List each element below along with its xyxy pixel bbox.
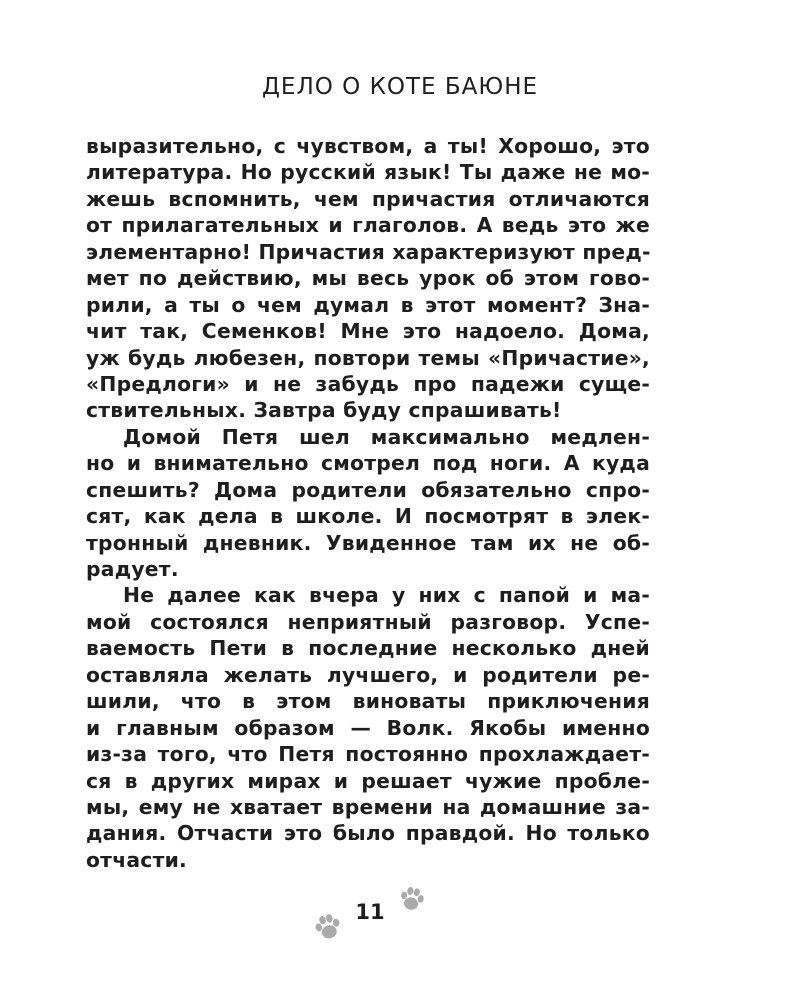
text-line: чит так, Семенков! Мне это надоело. Дома, bbox=[86, 319, 650, 344]
text-line: элементарно! Причастия характеризуют пред- bbox=[86, 239, 651, 264]
text-line: от прилагательных и глаголов. А ведь это же bbox=[86, 213, 650, 238]
text-line: ваемость Пети в последние несколько дней bbox=[86, 636, 650, 661]
text-line: из-за того, что Петя постоянно прохлаждает- bbox=[86, 742, 650, 767]
text-line: ся в других мирах и решает чужие пробле- bbox=[86, 768, 650, 793]
text-line: рили, а ты о чем думал в этот момент? Зна- bbox=[86, 292, 650, 317]
text-line: сят, как дела в школе. И посмотрят в элек- bbox=[86, 504, 650, 529]
text-line: дания. Отчасти это было правдой. Но только bbox=[86, 821, 650, 846]
text-line: ствительных. Завтра буду спрашивать! bbox=[86, 398, 562, 423]
text-line: мой состоялся неприятный разговор. Успе- bbox=[86, 609, 650, 634]
paw-print-icon bbox=[396, 883, 428, 919]
text-line: но и внимательно смотрел под ноги. А куда bbox=[86, 451, 650, 476]
text-line: литература. Но русский язык! Ты даже не мо- bbox=[86, 160, 650, 185]
text-line: шили, что в этом виноваты приключения bbox=[86, 689, 650, 714]
text-line: спешить? Дома родители обязательно спро- bbox=[86, 477, 650, 502]
text-line: тронный дневник. Увиденное там их не об- bbox=[86, 530, 650, 555]
text-line: радует. bbox=[86, 557, 179, 581]
text-line: «Предлоги» и не забудь про падежи суще- bbox=[86, 371, 650, 396]
text-line: отчасти. bbox=[86, 847, 187, 872]
text-line: мы, ему не хватает времени на домашние за- bbox=[86, 794, 650, 819]
page-number: 11 bbox=[355, 900, 385, 924]
text-line: мет по действию, мы весь урок об этом гово- bbox=[86, 266, 650, 291]
body-text bbox=[86, 133, 650, 873]
paragraph-first-line: Не далее как вчера у них с папой и ма- bbox=[123, 583, 650, 608]
text-line: выразительно, с чувством, а ты! Хорошо, это bbox=[86, 134, 650, 158]
paragraph-first-line: Домой Петя шел максимально медлен- bbox=[123, 424, 650, 449]
text-line: оставляла желать лучшего, и родители ре- bbox=[86, 662, 650, 687]
text-line: уж будь любезен, повтори темы «Причастие», bbox=[86, 345, 650, 370]
text-line: и главным образом — Волк. Якобы именно bbox=[86, 715, 650, 740]
running-title: ДЕЛО О КОТЕ БАЮНЕ bbox=[261, 74, 539, 100]
text-line: жешь вспомнить, чем причастия отличаются bbox=[86, 186, 650, 211]
